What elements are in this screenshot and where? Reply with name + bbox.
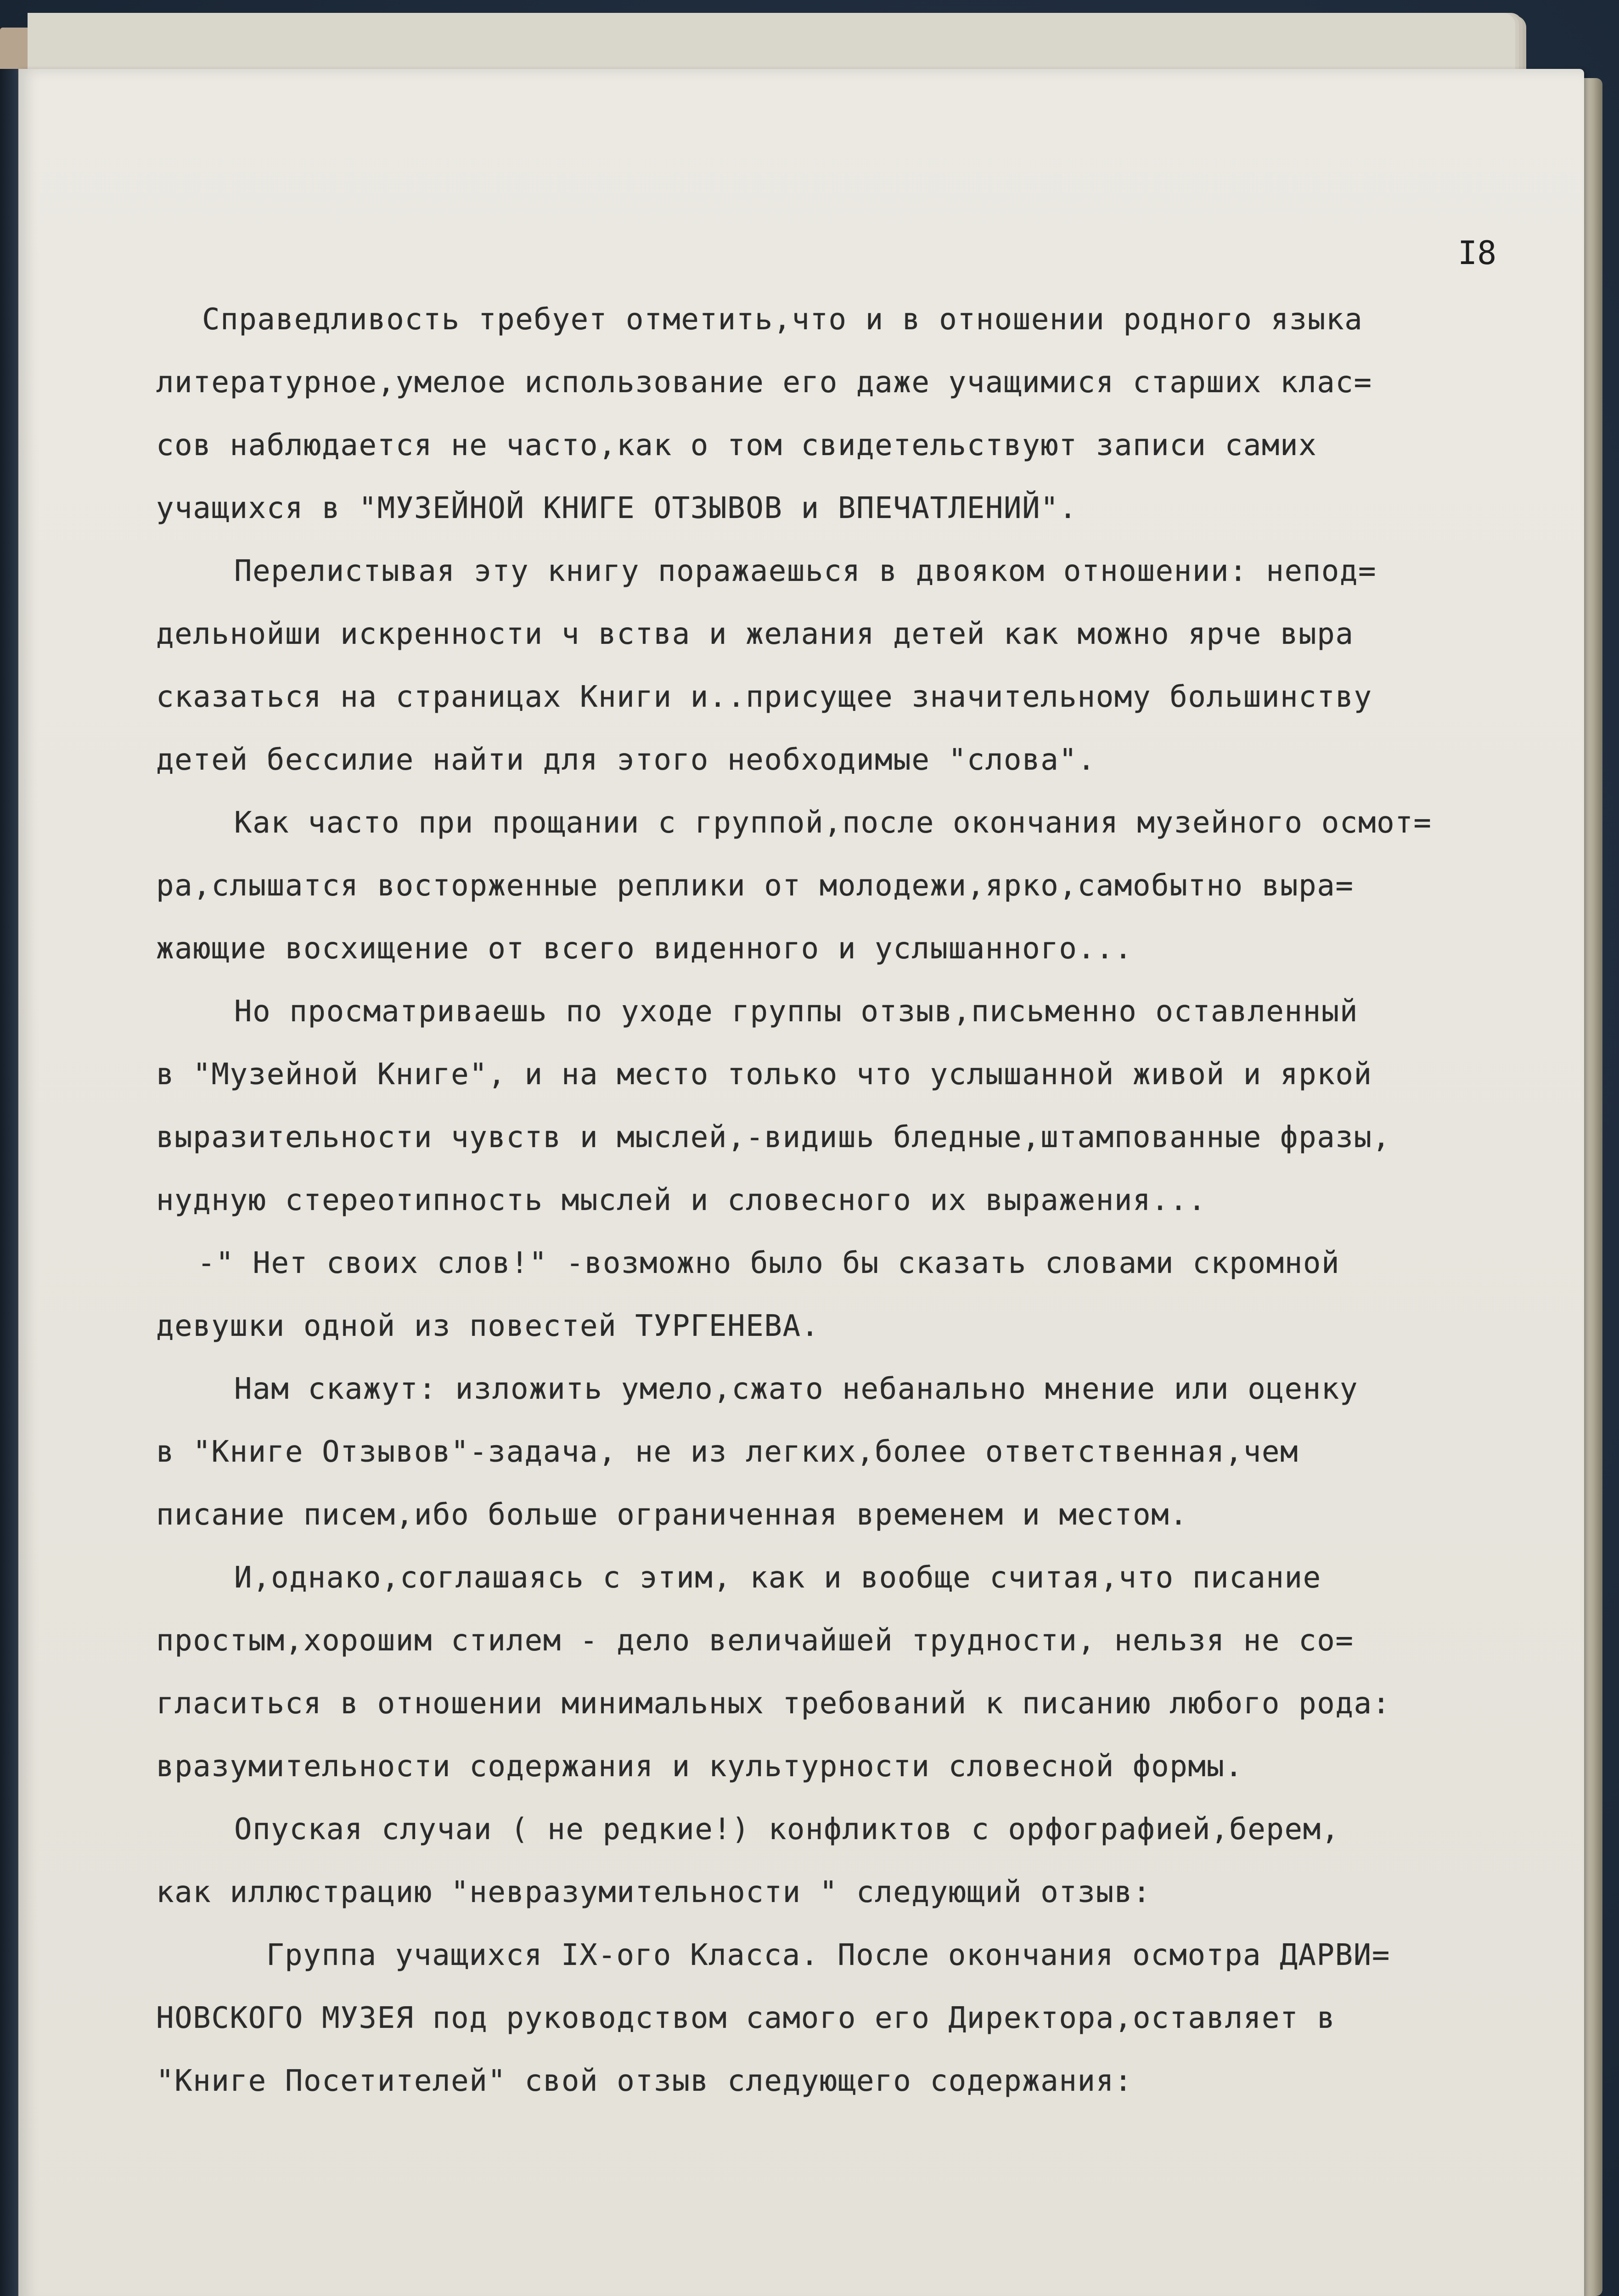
text-line: Опуская случаи ( не редкие!) конфликтов с орфографией,берем,: [234, 1812, 1340, 1846]
text-line: Перелистывая эту книгу поражаешься в двояком отношении: непод=: [234, 554, 1377, 588]
text-line: простым,хорошим стилем - дело величайшей трудности, нельзя не со=: [156, 1624, 1354, 1658]
text-line: нудную стереотипность мыслей и словесного их выражения...: [156, 1183, 1207, 1217]
page-number: I8: [1458, 234, 1497, 272]
text-line: И,однако,соглашаясь с этим, как и вообще считая,что писание: [234, 1561, 1321, 1595]
text-line: -" Нет своих слов!" -возможно было бы сказать словами скромной: [197, 1246, 1340, 1280]
text-line: сов наблюдается не часто,как о том свидетельствуют записи самих: [156, 428, 1317, 462]
text-line: Группа учащихся IX-ого Класса. После окончания осмотра ДАРВИ=: [266, 1938, 1391, 1972]
text-line: как иллюстрацию "невразумительности " следующий отзыв:: [156, 1875, 1152, 1909]
text-line: в "Книге Отзывов"-задача, не из легких,более ответственная,чем: [156, 1435, 1299, 1469]
text-line: литературное,умелое использование его даже учащимися старших клас=: [156, 366, 1372, 400]
text-line: Справедливость требует отметить,что и в отношении родного языка: [202, 303, 1363, 337]
text-line: учащихся в "МУЗЕЙНОЙ КНИГЕ ОТЗЫВОВ и ВПЕЧАТЛЕНИЙ".: [156, 491, 1078, 525]
text-line: девушки одной из повестей ТУРГЕНЕВА.: [156, 1309, 820, 1343]
text-line: писание писем,ибо больше ограниченная временем и местом.: [156, 1498, 1188, 1532]
text-line: Как часто при прощании с группой,после окончания музейного осмот=: [234, 806, 1432, 840]
text-line: выразительности чувств и мыслей,-видишь бледные,штампованные фразы,: [156, 1120, 1391, 1154]
text-line: вразумительности содержания и культурности словесной формы.: [156, 1750, 1243, 1784]
text-line: "Книге Посетителей" свой отзыв следующего содержания:: [156, 2064, 1133, 2098]
text-line: дельнойши искренности ч вства и желания детей как можно ярче выра: [156, 617, 1354, 651]
text-line: в "Музейной Книге", и на место только что услышанной живой и яркой: [156, 1058, 1372, 1092]
text-line: Но просматриваешь по уходе группы отзыв,письменно оставленный: [234, 995, 1359, 1029]
text-line: Нам скажут: изложить умело,сжато небанально мнение или оценку: [234, 1372, 1359, 1406]
text-line: гласиться в отношении минимальных требований к писанию любого рода:: [156, 1687, 1391, 1721]
text-line: НОВСКОГО МУЗЕЯ под руководством самого его Директора,оставляет в: [156, 2001, 1336, 2035]
text-line: ра,слышатся восторженные реплики от молодежи,ярко,самобытно выра=: [156, 869, 1354, 903]
page-edges: [1584, 78, 1602, 2296]
typed-text-block: [156, 288, 1515, 2113]
text-line: жающие восхищение от всего виденного и услышанного...: [156, 932, 1133, 966]
text-line: детей бессилие найти для этого необходимые "слова".: [156, 743, 1096, 777]
text-line: сказаться на страницах Книги и..присущее значительному большинству: [156, 680, 1372, 714]
